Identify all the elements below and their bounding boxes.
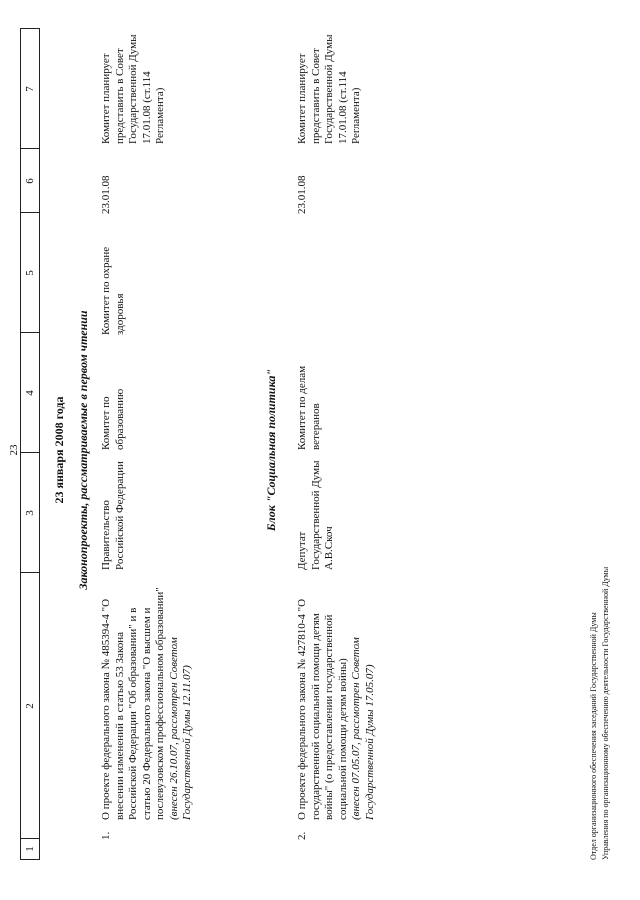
bill-note: (внесен 07.05.07, рассмотрен Советом Государственной Думы 17.05.07) — [350, 637, 376, 820]
footer-line: Отдел организационного обеспечения заседаний Государственной Думы — [589, 612, 598, 860]
initiator: Депутат Государственной Думы А.В.Скоч — [296, 460, 335, 570]
bill-title-cell — [100, 585, 195, 820]
column-header: 7 — [24, 86, 36, 92]
co-committee: Комитет по охране здоровья — [100, 246, 126, 335]
bill-title: О проекте федерального закона № 485394-4 "О внесении изменений в статью 53 Закона Российской Федерации "Об образовании" и в статью 20 Федерального закона "О высшем и послевузовском профессиональном образовании" — [100, 587, 166, 820]
column-header: 6 — [21, 148, 39, 213]
initiator: Правительство Российской Федерации — [100, 461, 126, 570]
column-header-row — [20, 28, 40, 860]
responsible-committee: Комитет по делам ветеранов — [296, 365, 322, 450]
row-number: 1. — [100, 831, 112, 840]
column-header: 5 — [21, 212, 39, 333]
review-date: 23.01.08 — [296, 175, 308, 214]
column-header: 3 — [21, 452, 39, 573]
block-heading: Блок "Социальная политика" — [264, 368, 278, 532]
bill-note: (внесен 26.10.07, рассмотрен Советом Государственной Думы 12.11.07) — [167, 637, 193, 820]
column-header: 4 — [21, 332, 39, 453]
status-note: Комитет планирует представить в Совет Государственной Думы 17.01.08 (ст.114 Регламента) — [100, 34, 166, 144]
column-header: 1 — [21, 838, 39, 859]
review-date: 23.01.08 — [100, 175, 112, 214]
row-number: 2. — [296, 831, 308, 840]
bill-title: О проекте федерального закона № 427810-4 "О государственной социальной помощи детям войны" (о предоставлении государственной социальной помощи детям войны) — [296, 598, 349, 820]
footer-line: Управления по организационному обеспечению деятельности Государственной Думы — [601, 566, 610, 860]
bill-title-cell — [296, 585, 377, 820]
page-number: 23 — [8, 444, 20, 456]
responsible-committee: Комитет по образованию — [100, 388, 126, 450]
status-note: Комитет планирует представить в Совет Государственной Думы 17.01.08 (ст.114 Регламента) — [296, 34, 362, 144]
date-heading: 23 января 2008 года — [52, 396, 66, 504]
section-heading: Законопроекты, рассматриваемые в первом чтении — [76, 310, 90, 590]
footer — [588, 567, 612, 860]
column-header: 2 — [21, 572, 39, 839]
